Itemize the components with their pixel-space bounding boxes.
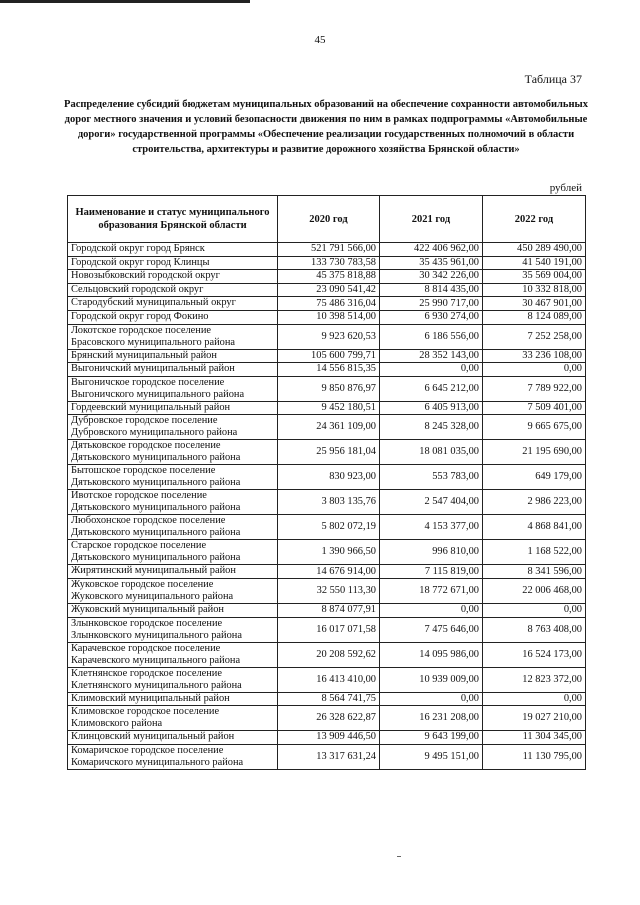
value-2020: 9 850 876,97 xyxy=(278,376,380,401)
value-2022: 9 665 675,00 xyxy=(483,415,586,440)
value-2021: 4 153 377,00 xyxy=(380,515,483,540)
value-2022: 22 006 468,00 xyxy=(483,578,586,603)
municipality-name xyxy=(68,283,278,297)
value-2022: 450 289 490,00 xyxy=(483,243,586,257)
municipality-name-line: Климовское городское поселение xyxy=(71,706,220,718)
municipality-name xyxy=(68,310,278,324)
value-2022: 8 341 596,00 xyxy=(483,565,586,579)
value-2021: 996 810,00 xyxy=(380,540,483,565)
table-row xyxy=(68,310,586,324)
value-2020: 5 802 072,19 xyxy=(278,515,380,540)
municipality-name xyxy=(68,256,278,270)
value-2020: 13 909 446,50 xyxy=(278,731,380,745)
value-2022: 12 823 372,00 xyxy=(483,667,586,692)
municipality-name-line: Дубровского муниципального района xyxy=(71,427,238,439)
municipality-name xyxy=(68,515,278,540)
table-header-row xyxy=(68,196,586,243)
value-2022: 19 027 210,00 xyxy=(483,706,586,731)
value-2021: 10 939 009,00 xyxy=(380,667,483,692)
municipality-name xyxy=(68,270,278,284)
municipality-name-line: Городской округ город Клинцы xyxy=(71,256,210,268)
municipality-name-line: Жуковского муниципального района xyxy=(71,590,234,602)
municipality-name-line: Брянский муниципальный район xyxy=(71,349,217,361)
table-row xyxy=(68,376,586,401)
column-header-name: Наименование и статус муниципального образования Брянской области xyxy=(68,196,278,243)
municipality-name-line: Дятьковское городское поселение xyxy=(71,440,221,452)
municipality-name-line: Клинцовский муниципальный район xyxy=(71,731,235,743)
value-2021: 30 342 226,00 xyxy=(380,270,483,284)
value-2022: 4 868 841,00 xyxy=(483,515,586,540)
municipality-name-line: Климовский муниципальный район xyxy=(71,692,230,704)
column-header-2021: 2021 год xyxy=(380,196,483,243)
municipality-name xyxy=(68,692,278,706)
municipality-name-line: Городской округ город Брянск xyxy=(71,243,205,254)
unit-label: рублей xyxy=(549,182,582,194)
value-2021: 14 095 986,00 xyxy=(380,642,483,667)
table-row xyxy=(68,744,586,769)
municipality-name-line: Злынковского муниципального района xyxy=(71,629,242,641)
value-2022: 21 195 690,00 xyxy=(483,440,586,465)
value-2021: 6 405 913,00 xyxy=(380,401,483,415)
value-2022: 7 509 401,00 xyxy=(483,401,586,415)
municipality-name xyxy=(68,297,278,311)
value-2022: 35 569 004,00 xyxy=(483,270,586,284)
value-2021: 18 772 671,00 xyxy=(380,578,483,603)
municipality-name-line: Жирятинский муниципальный район xyxy=(71,565,236,577)
value-2021: 7 115 819,00 xyxy=(380,565,483,579)
municipality-name xyxy=(68,667,278,692)
value-2022: 7 789 922,00 xyxy=(483,376,586,401)
table-row xyxy=(68,465,586,490)
table-row xyxy=(68,349,586,363)
table-row xyxy=(68,415,586,440)
municipality-name xyxy=(68,540,278,565)
table-row xyxy=(68,540,586,565)
municipality-name-line: Карачевское городское поселение xyxy=(71,642,221,654)
document-title: Распределение субсидий бюджетам муниципальных образований на обеспечение сохранности автомобильных дорог местного значения и условий безопасности движения по ним в рамках подпрограммы «Автомобильные дороги» государственной программы «Обеспечение реализации государственных полномочий в области строительства, архитектуры и развитие дорожного хозяйства Брянской области» xyxy=(64,99,588,155)
municipality-name-line: Дятьковского муниципального района xyxy=(71,477,241,489)
value-2020: 23 090 541,42 xyxy=(278,283,380,297)
value-2021: 2 547 404,00 xyxy=(380,490,483,515)
value-2020: 3 803 135,76 xyxy=(278,490,380,515)
municipality-name-line: Брасовского муниципального района xyxy=(71,336,236,348)
table-row xyxy=(68,363,586,377)
value-2021: 16 231 208,00 xyxy=(380,706,483,731)
municipality-name xyxy=(68,376,278,401)
value-2021: 0,00 xyxy=(380,603,483,617)
table-row xyxy=(68,692,586,706)
value-2020: 1 390 966,50 xyxy=(278,540,380,565)
municipality-name-line: Стародубский муниципальный округ xyxy=(71,297,236,309)
table-row xyxy=(68,256,586,270)
value-2020: 24 361 109,00 xyxy=(278,415,380,440)
value-2021: 422 406 962,00 xyxy=(380,243,483,257)
value-2022: 11 130 795,00 xyxy=(483,744,586,769)
municipality-name xyxy=(68,415,278,440)
subsidies-table xyxy=(67,195,586,770)
municipality-name xyxy=(68,565,278,579)
value-2021: 0,00 xyxy=(380,363,483,377)
table-row xyxy=(68,440,586,465)
value-2022: 0,00 xyxy=(483,363,586,377)
table-row xyxy=(68,642,586,667)
table-row xyxy=(68,706,586,731)
municipality-name-line: Любохонское городское поселение xyxy=(71,515,226,527)
municipality-name-line: Клетнянского муниципального района xyxy=(71,679,242,691)
municipality-name xyxy=(68,731,278,745)
table-row xyxy=(68,603,586,617)
value-2022: 11 304 345,00 xyxy=(483,731,586,745)
municipality-name xyxy=(68,578,278,603)
table-row xyxy=(68,565,586,579)
municipality-name-line: Сельцовский городской округ xyxy=(71,283,204,295)
stray-mark xyxy=(397,856,401,857)
column-header-2020: 2020 год xyxy=(278,196,380,243)
value-2020: 9 452 180,51 xyxy=(278,401,380,415)
value-2020: 8 564 741,75 xyxy=(278,692,380,706)
value-2022: 0,00 xyxy=(483,692,586,706)
value-2020: 16 017 071,58 xyxy=(278,617,380,642)
value-2020: 20 208 592,62 xyxy=(278,642,380,667)
municipality-name-line: Выгоничский муниципальный район xyxy=(71,363,235,375)
table-row xyxy=(68,731,586,745)
municipality-name xyxy=(68,490,278,515)
municipality-name-line: Бытошское городское поселение xyxy=(71,465,216,477)
value-2020: 13 317 631,24 xyxy=(278,744,380,769)
value-2021: 9 643 199,00 xyxy=(380,731,483,745)
municipality-name xyxy=(68,349,278,363)
value-2020: 25 956 181,04 xyxy=(278,440,380,465)
value-2020: 26 328 622,87 xyxy=(278,706,380,731)
value-2020: 45 375 818,88 xyxy=(278,270,380,284)
value-2020: 830 923,00 xyxy=(278,465,380,490)
value-2022: 649 179,00 xyxy=(483,465,586,490)
table-row xyxy=(68,401,586,415)
municipality-name-line: Жуковский муниципальный район xyxy=(71,603,224,615)
value-2021: 6 930 274,00 xyxy=(380,310,483,324)
value-2020: 133 730 783,58 xyxy=(278,256,380,270)
value-2022: 0,00 xyxy=(483,603,586,617)
municipality-name-line: Дятьковского муниципального района xyxy=(71,527,241,539)
value-2022: 8 763 408,00 xyxy=(483,617,586,642)
value-2021: 6 645 212,00 xyxy=(380,376,483,401)
municipality-name xyxy=(68,744,278,769)
value-2022: 2 986 223,00 xyxy=(483,490,586,515)
value-2020: 10 398 514,00 xyxy=(278,310,380,324)
value-2021: 8 814 435,00 xyxy=(380,283,483,297)
table-row xyxy=(68,617,586,642)
municipality-name xyxy=(68,324,278,349)
value-2022: 7 252 258,00 xyxy=(483,324,586,349)
page-number: 45 xyxy=(314,34,326,46)
municipality-name-line: Новозыбковский городской округ xyxy=(71,270,220,282)
value-2020: 521 791 566,00 xyxy=(278,243,380,257)
municipality-name xyxy=(68,401,278,415)
value-2020: 75 486 316,04 xyxy=(278,297,380,311)
value-2021: 25 990 717,00 xyxy=(380,297,483,311)
value-2020: 9 923 620,53 xyxy=(278,324,380,349)
municipality-name xyxy=(68,706,278,731)
table-row xyxy=(68,297,586,311)
value-2020: 8 874 077,91 xyxy=(278,603,380,617)
table-row xyxy=(68,270,586,284)
municipality-name-line: Клетнянское городское поселение xyxy=(71,667,222,679)
value-2021: 28 352 143,00 xyxy=(380,349,483,363)
table-row xyxy=(68,324,586,349)
value-2021: 6 186 556,00 xyxy=(380,324,483,349)
municipality-name-line: Комаричское городское поселение xyxy=(71,744,224,756)
municipality-name-line: Дятьковского муниципального района xyxy=(71,552,241,564)
municipality-name xyxy=(68,243,278,257)
value-2021: 18 081 035,00 xyxy=(380,440,483,465)
municipality-name-line: Карачевского муниципального района xyxy=(71,654,241,666)
municipality-name xyxy=(68,363,278,377)
value-2021: 8 245 328,00 xyxy=(380,415,483,440)
municipality-name xyxy=(68,642,278,667)
municipality-name-line: Жуковское городское поселение xyxy=(71,578,214,590)
value-2022: 33 236 108,00 xyxy=(483,349,586,363)
value-2022: 1 168 522,00 xyxy=(483,540,586,565)
table-row xyxy=(68,243,586,257)
municipality-name-line: Дятьковского муниципального района xyxy=(71,502,241,514)
value-2020: 14 676 914,00 xyxy=(278,565,380,579)
value-2020: 105 600 799,71 xyxy=(278,349,380,363)
value-2022: 30 467 901,00 xyxy=(483,297,586,311)
municipality-name xyxy=(68,465,278,490)
top-rule xyxy=(0,0,250,3)
municipality-name-line: Дубровское городское поселение xyxy=(71,415,218,427)
value-2021: 0,00 xyxy=(380,692,483,706)
table-row xyxy=(68,490,586,515)
value-2021: 553 783,00 xyxy=(380,465,483,490)
municipality-name-line: Старское городское поселение xyxy=(71,540,207,552)
municipality-name-line: Городской округ город Фокино xyxy=(71,310,209,322)
municipality-name xyxy=(68,440,278,465)
municipality-name-line: Климовского района xyxy=(71,718,163,730)
municipality-name-line: Ивотское городское поселение xyxy=(71,490,207,502)
value-2022: 16 524 173,00 xyxy=(483,642,586,667)
value-2021: 9 495 151,00 xyxy=(380,744,483,769)
value-2020: 16 413 410,00 xyxy=(278,667,380,692)
table-row xyxy=(68,578,586,603)
municipality-name xyxy=(68,617,278,642)
value-2021: 7 475 646,00 xyxy=(380,617,483,642)
table-row xyxy=(68,667,586,692)
municipality-name-line: Комаричского муниципального района xyxy=(71,756,244,768)
municipality-name-line: Дятьковского муниципального района xyxy=(71,452,241,464)
value-2022: 8 124 089,00 xyxy=(483,310,586,324)
value-2022: 41 540 191,00 xyxy=(483,256,586,270)
municipality-name-line: Локотское городское поселение xyxy=(71,324,212,336)
value-2020: 14 556 815,35 xyxy=(278,363,380,377)
column-header-2022: 2022 год xyxy=(483,196,586,243)
table-row xyxy=(68,515,586,540)
value-2020: 32 550 113,30 xyxy=(278,578,380,603)
municipality-name-line: Выгоничского муниципального района xyxy=(71,388,245,400)
value-2021: 35 435 961,00 xyxy=(380,256,483,270)
municipality-name-line: Злынковское городское поселение xyxy=(71,617,223,629)
municipality-name-line: Выгоничское городское поселение xyxy=(71,376,225,388)
municipality-name xyxy=(68,603,278,617)
municipality-name-line: Гордеевский муниципальный район xyxy=(71,401,231,413)
table-label: Таблица 37 xyxy=(524,72,582,86)
value-2022: 10 332 818,00 xyxy=(483,283,586,297)
table-row xyxy=(68,283,586,297)
